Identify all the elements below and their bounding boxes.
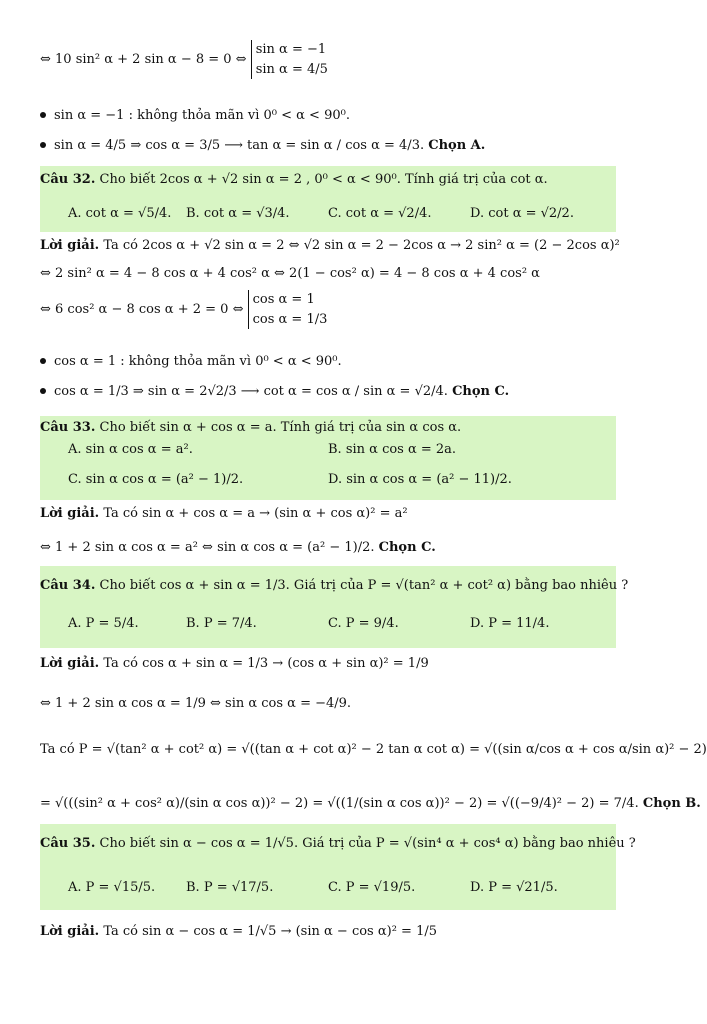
solution-line: ⇔ 2 sin² α = 4 − 8 cos α + 4 cos² α ⇔ 2(1 − cos² α) = 4 − 8 cos α + 4 cos² α: [40, 266, 540, 281]
solution-label: Lời giải.: [40, 238, 100, 253]
solution-text: Ta có 2cos α + √2 sin α = 2 ⇔ √2 sin α = 2 − 2cos α → 2 sin² α = (2 − 2cos α)²: [103, 238, 620, 253]
bullet-item: [40, 108, 350, 124]
solution-text: Ta có cos α + sin α = 1/3 → (cos α + sin α)² = 1/9: [103, 656, 429, 671]
question-text: Cho biết sin α − cos α = 1/√5. Giá trị của P = √(sin⁴ α + cos⁴ α) bằng bao nhiêu ?: [99, 836, 636, 851]
case-2: cos α = 1/3: [252, 311, 328, 327]
option-b: B. P = 7/4.: [186, 616, 257, 631]
option-b: B. sin α cos α = 2a.: [328, 442, 457, 457]
solution-text: Ta có sin α + cos α = a → (sin α + cos α)² = a²: [103, 506, 408, 521]
question-label: Câu 35.: [40, 836, 96, 851]
question-label: Câu 34.: [40, 578, 96, 593]
answer-choice: Chọn B.: [642, 796, 701, 811]
bullet-text: sin α = 4/5 ⇒ cos α = 3/5 ⟶ tan α = sin α / cos α = 4/3.: [54, 138, 425, 153]
question-34: [40, 578, 628, 594]
equation-left: ⇔ 10 sin² α + 2 sin α − 8 = 0 ⇔: [40, 52, 247, 67]
solution-line: [40, 540, 436, 556]
solution-label: Lời giải.: [40, 656, 100, 671]
case-brace: [251, 40, 328, 79]
question-33: [40, 420, 461, 436]
option-b: B. cot α = √3/4.: [186, 206, 290, 221]
option-d: D. P = 11/4.: [470, 616, 550, 631]
solution-text: = √(((sin² α + cos² α)/(sin α cos α))² − 2) = √((1/(sin α cos α))² − 2) = √((−9/4)² − 2) = 7/4.: [40, 796, 639, 811]
solution-line: [40, 290, 327, 329]
question-32: [40, 172, 548, 188]
solution-line: [40, 924, 437, 940]
case-brace: [248, 290, 328, 329]
solution-line: [40, 238, 620, 254]
solution-label: Lời giải.: [40, 506, 100, 521]
option-d: D. P = √21/5.: [470, 880, 558, 895]
question-text: Cho biết cos α + sin α = 1/3. Giá trị của P = √(tan² α + cot² α) bằng bao nhiêu ?: [99, 578, 629, 593]
case-2: sin α = 4/5: [255, 61, 328, 77]
question-label: Câu 32.: [40, 172, 96, 187]
case-1: sin α = −1: [255, 42, 327, 57]
option-c: C. cot α = √2/4.: [328, 206, 432, 221]
solution-line: [40, 796, 701, 812]
bullet-item: [40, 384, 509, 400]
option-d: D. cot α = √2/2.: [470, 206, 574, 221]
question-label: Câu 33.: [40, 420, 96, 435]
answer-choice: Chọn C.: [378, 540, 436, 555]
equation-left: ⇔ 6 cos² α − 8 cos α + 2 = 0 ⇔: [40, 302, 244, 317]
option-c: C. P = 9/4.: [328, 616, 399, 631]
case-1: cos α = 1: [252, 292, 315, 307]
solution-line: Ta có P = √(tan² α + cot² α) = √((tan α + cot α)² − 2 tan α cot α) = √((sin α/cos α + cos α/sin α)² − 2): [40, 742, 707, 757]
solution-line: [40, 506, 408, 522]
bullet-text: cos α = 1/3 ⇒ sin α = 2√2/3 ⟶ cot α = cos α / sin α = √2/4.: [54, 384, 448, 399]
option-b: B. P = √17/5.: [186, 880, 274, 895]
option-a: A. P = 5/4.: [68, 616, 139, 631]
bullet-item: [40, 354, 342, 370]
bullet-text: sin α = −1 : không thỏa mãn vì 0⁰ < α < 90⁰.: [54, 108, 350, 123]
solution-text: Ta có sin α − cos α = 1/√5 → (sin α − cos α)² = 1/5: [103, 924, 438, 939]
answer-choice: Chọn C.: [452, 384, 510, 399]
equation-line: [40, 40, 328, 79]
option-a: A. sin α cos α = a².: [68, 442, 193, 457]
solution-line: [40, 656, 429, 672]
option-a: A. P = √15/5.: [68, 880, 156, 895]
solution-line: ⇔ 1 + 2 sin α cos α = 1/9 ⇔ sin α cos α = −4/9.: [40, 696, 352, 711]
solution-text: ⇔ 1 + 2 sin α cos α = a² ⇔ sin α cos α = (a² − 1)/2.: [40, 540, 375, 555]
question-35: [40, 836, 636, 852]
answer-choice: Chọn A.: [428, 138, 486, 153]
option-a: A. cot α = √5/4.: [68, 206, 172, 221]
bullet-text: cos α = 1 : không thỏa mãn vì 0⁰ < α < 90⁰.: [54, 354, 342, 369]
bullet-item: [40, 138, 485, 154]
question-text: Cho biết 2cos α + √2 sin α = 2 , 0⁰ < α < 90⁰. Tính giá trị của cot α.: [99, 172, 548, 187]
question-text: Cho biết sin α + cos α = a. Tính giá trị của sin α cos α.: [99, 420, 462, 435]
solution-label: Lời giải.: [40, 924, 100, 939]
option-c: C. P = √19/5.: [328, 880, 416, 895]
option-c: C. sin α cos α = (a² − 1)/2.: [68, 472, 244, 487]
option-d: D. sin α cos α = (a² − 11)/2.: [328, 472, 512, 487]
